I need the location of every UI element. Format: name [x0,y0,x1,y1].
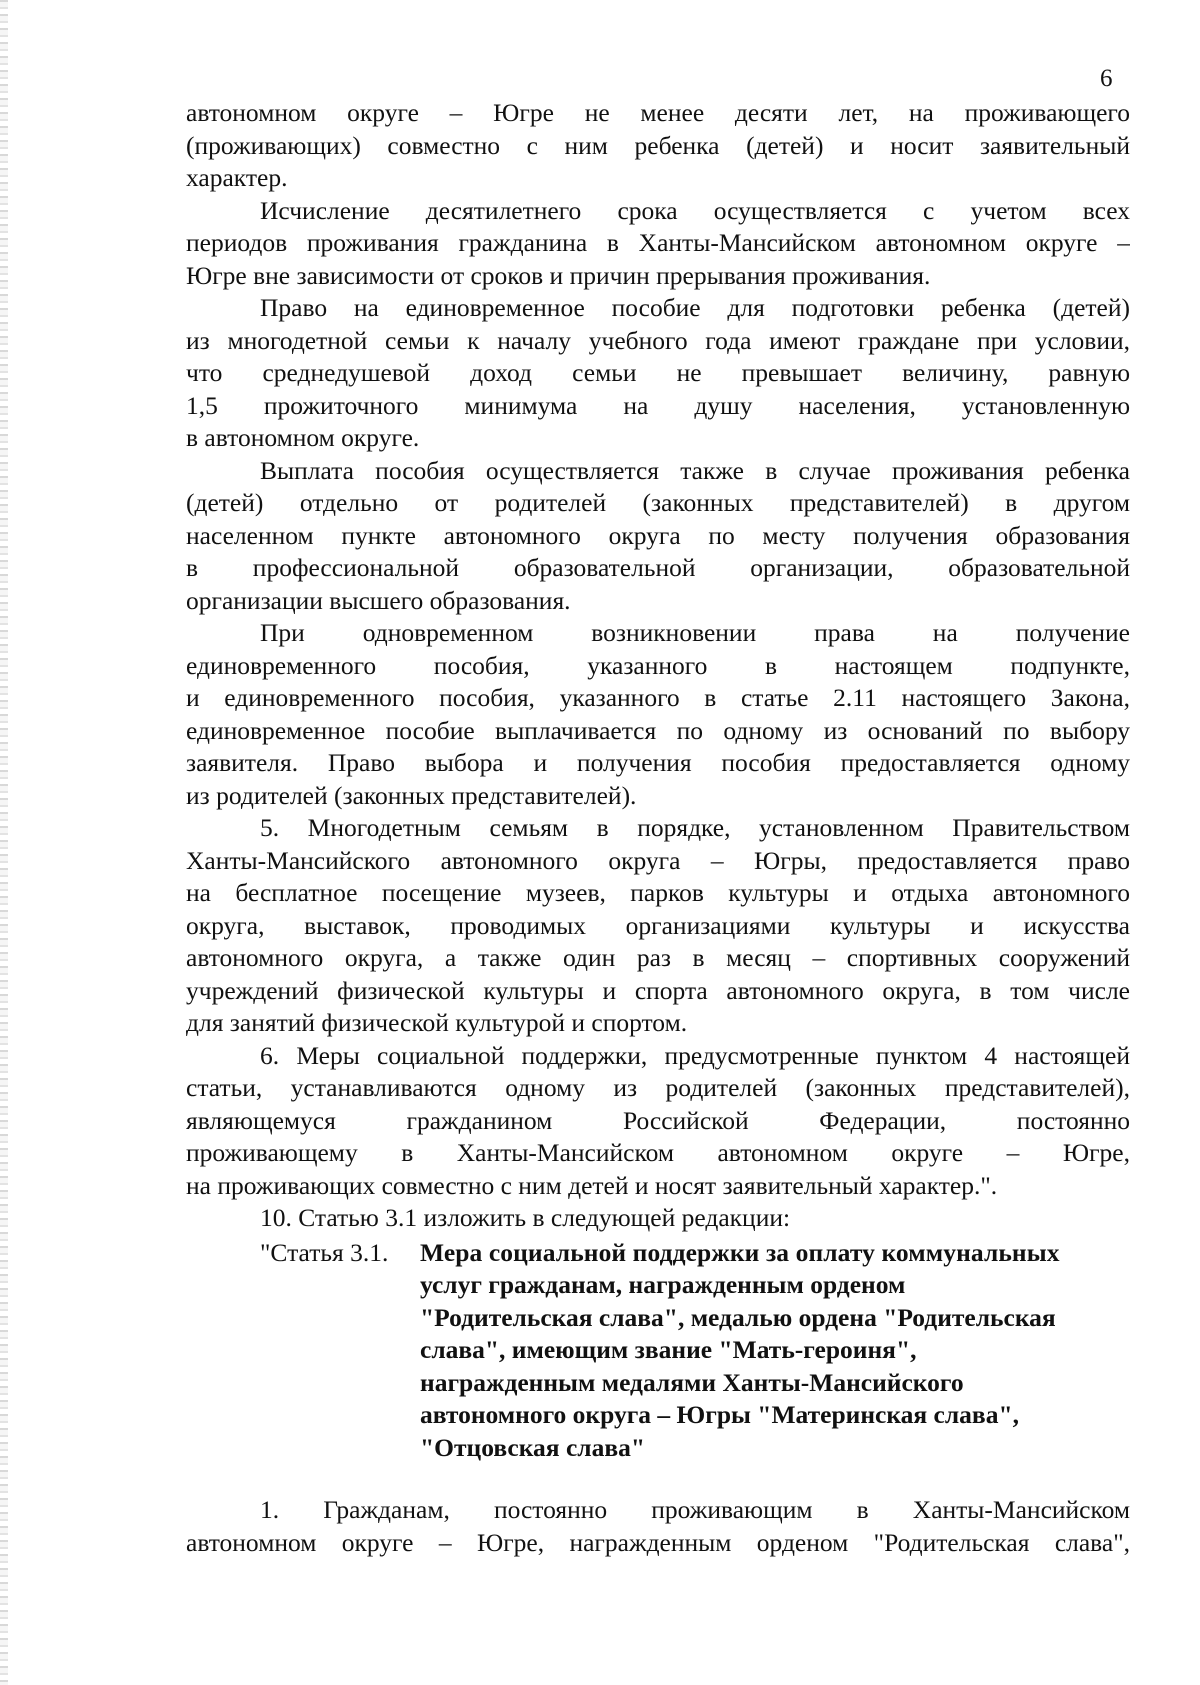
text-line: из родителей (законных представителей). [186,780,637,810]
article-title-line: награжденным медалями Ханты-Мансийского [420,1367,964,1397]
text-line: в профессиональной образовательной организации, образовательной [186,553,1130,582]
scan-edge-artifact [0,0,8,1685]
text-line: что среднедушевой доход семьи не превышает величину, равную [186,358,1130,387]
article-title-line: слава", имеющим звание "Мать-героиня", [420,1335,917,1364]
text-line: 1. Гражданам, постоянно проживающим в Ханты-Мансийском [260,1495,1130,1524]
spacer [186,1464,1130,1494]
text-line: в автономном округе. [186,423,420,452]
page-number: 6 [1100,65,1113,92]
document-body [186,97,1130,1559]
paragraph [186,455,1130,618]
paragraph-item-10 [186,1202,1130,1235]
text-line: из многодетной семьи к началу учебного года имеют граждане при условии, [186,325,1130,355]
text-line: Исчисление десятилетнего срока осуществляется с учетом всех [260,195,1130,225]
paragraph [186,97,1130,195]
text-line: заявителя. Право выбора и получения пособия предоставляется одному [186,748,1130,777]
text-line: При одновременном возникновении права на получение [260,618,1130,647]
paragraph [186,617,1130,812]
text-line: 1,5 прожиточного минимума на душу населения, установленную [186,390,1130,420]
text-line: (проживающих) совместно с ним ребенка (детей) и носит заявительный [186,130,1130,160]
text-line: характер. [186,163,288,192]
paragraph [186,195,1130,293]
paragraph [186,292,1130,455]
text-line: учреждений физической культуры и спорта автономного округа, в том числе [186,975,1130,1005]
text-line: 10. Статью 3.1 изложить в следующей редакции: [260,1203,791,1232]
text-line: Ханты-Мансийского автономного округа – Югры, предоставляется право [186,845,1130,875]
text-line: для занятий физической культурой и спортом. [186,1008,688,1037]
text-line: 5. Многодетным семьям в порядке, установленном Правительством [260,813,1130,842]
text-line: автономном округе – Югре, награжденным орденом "Родительская слава", [186,1527,1130,1557]
text-line: на бесплатное посещение музеев, парков культуры и отдыха автономного [186,878,1130,907]
article-heading [186,1237,1130,1465]
article-title-line: услуг гражданам, награжденным орденом [420,1270,906,1299]
article-heading-row [186,1237,1130,1270]
text-line: проживающему в Ханты-Мансийском автономном округе – Югре, [186,1138,1130,1167]
text-line: единовременного пособия, указанного в настоящем подпункте, [186,650,1130,680]
text-line: и единовременного пособия, указанного в статье 2.11 настоящего Закона, [186,683,1130,712]
paragraph-item-5 [186,812,1130,1040]
article-title-line: Мера социальной поддержки за оплату коммунальных [420,1237,1060,1267]
text-line: на проживающих совместно с ним детей и носят заявительный характер.". [186,1170,998,1200]
text-line: статьи, устанавливаются одному из родителей (законных представителей), [186,1073,1130,1102]
text-line: 6. Меры социальной поддержки, предусмотренные пунктом 4 настоящей [260,1040,1130,1070]
paragraph-item-1 [186,1494,1130,1559]
text-line: являющемуся гражданином Российской Федерации, постоянно [186,1105,1130,1135]
text-line: Югре вне зависимости от сроков и причин прерывания проживания. [186,260,931,290]
article-title-line: "Отцовская слава" [420,1432,646,1462]
paragraph-item-6 [186,1040,1130,1203]
text-line: Право на единовременное пособие для подготовки ребенка (детей) [260,293,1130,322]
text-line: округа, выставок, проводимых организациями культуры и искусства [186,910,1130,940]
text-line: Выплата пособия осуществляется также в случае проживания ребенка [260,455,1130,485]
text-line: организации высшего образования. [186,585,571,615]
text-line: населенном пункте автономного округа по месту получения образования [186,520,1130,550]
text-line: единовременное пособие выплачивается по одному из оснований по выбору [186,715,1130,745]
text-line: периодов проживания гражданина в Ханты-Мансийском автономном округе – [186,228,1130,257]
article-title-line: автономного округа – Югры "Материнская слава", [420,1400,1019,1429]
text-line: (детей) отдельно от родителей (законных представителей) в другом [186,488,1130,517]
text-line: автономном округе – Югре не менее десяти лет, на проживающего [186,98,1130,127]
text-line: автономного округа, а также один раз в месяц – спортивных сооружений [186,943,1130,972]
article-title-line: "Родительская слава", медалью ордена "Родительская [420,1302,1056,1332]
article-label: "Статья 3.1. [260,1237,389,1267]
